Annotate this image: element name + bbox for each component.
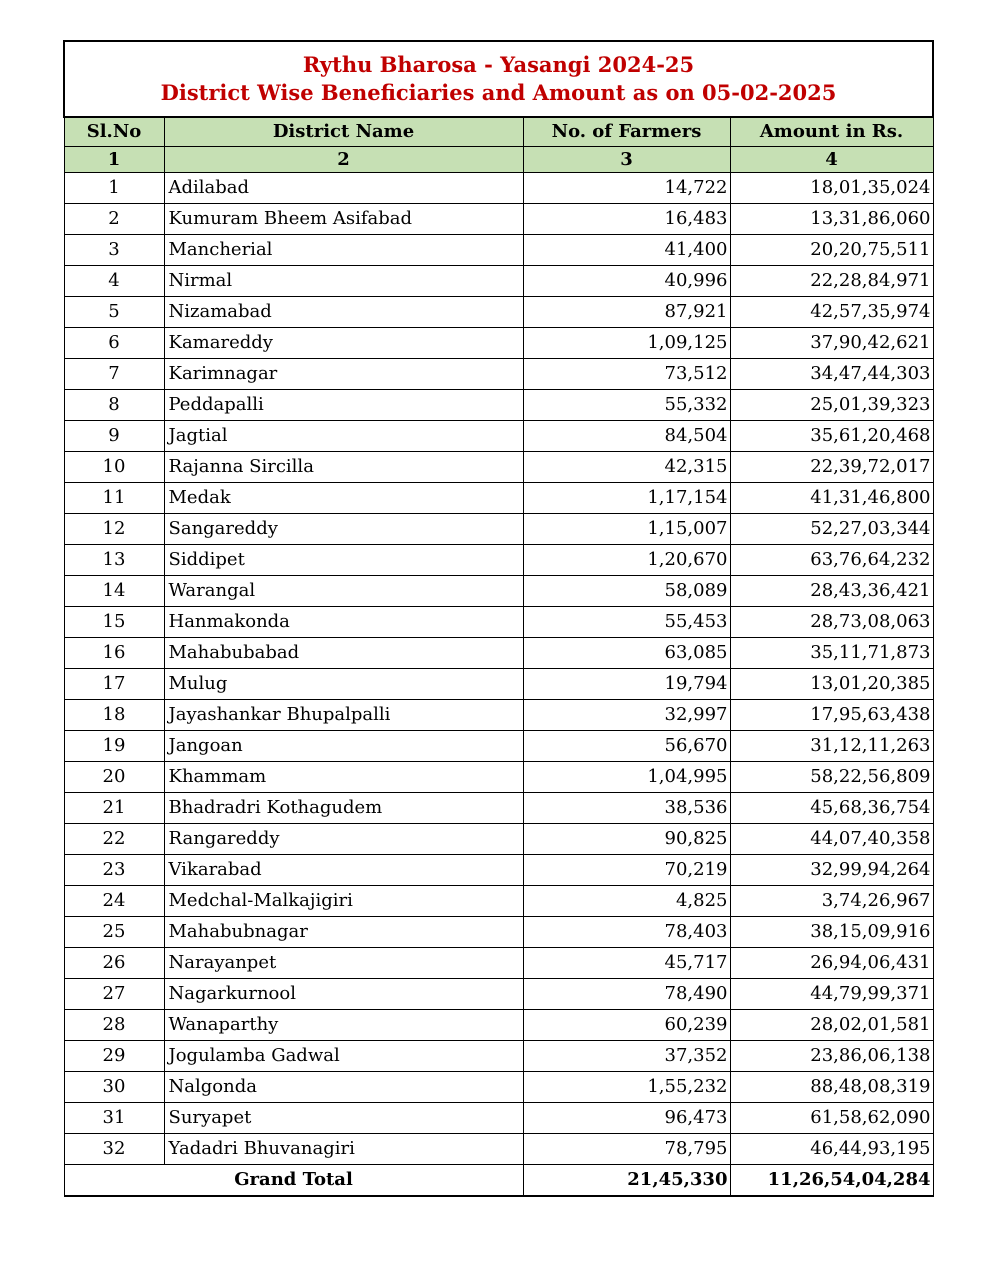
row-amount: 44,79,99,371 — [730, 979, 933, 1010]
row-sl-no: 14 — [64, 576, 164, 607]
row-farmers: 70,219 — [523, 855, 730, 886]
table-row — [64, 173, 933, 204]
table-row — [64, 266, 933, 297]
table-row — [64, 886, 933, 917]
row-district-name: Jagtial — [164, 421, 523, 452]
row-farmers: 45,717 — [523, 948, 730, 979]
row-sl-no: 9 — [64, 421, 164, 452]
table-row — [64, 235, 933, 266]
table-row — [64, 545, 933, 576]
row-amount: 61,58,62,090 — [730, 1103, 933, 1134]
table-row — [64, 793, 933, 824]
table-row — [64, 979, 933, 1010]
row-district-name: Khammam — [164, 762, 523, 793]
table-row — [64, 297, 933, 328]
row-farmers: 1,20,670 — [523, 545, 730, 576]
row-farmers: 84,504 — [523, 421, 730, 452]
row-sl-no: 6 — [64, 328, 164, 359]
table-row — [64, 948, 933, 979]
row-amount: 35,11,71,873 — [730, 638, 933, 669]
row-sl-no: 31 — [64, 1103, 164, 1134]
row-district-name: Sangareddy — [164, 514, 523, 545]
table-row — [64, 607, 933, 638]
table-row — [64, 576, 933, 607]
table-row — [64, 1072, 933, 1103]
row-sl-no: 26 — [64, 948, 164, 979]
table-row — [64, 483, 933, 514]
row-amount: 42,57,35,974 — [730, 297, 933, 328]
grand-total-row — [64, 1165, 933, 1197]
row-district-name: Nalgonda — [164, 1072, 523, 1103]
row-farmers: 78,795 — [523, 1134, 730, 1165]
row-farmers: 87,921 — [523, 297, 730, 328]
row-amount: 25,01,39,323 — [730, 390, 933, 421]
row-farmers: 96,473 — [523, 1103, 730, 1134]
row-farmers: 90,825 — [523, 824, 730, 855]
row-sl-no: 17 — [64, 669, 164, 700]
row-amount: 37,90,42,621 — [730, 328, 933, 359]
row-sl-no: 13 — [64, 545, 164, 576]
row-district-name: Medak — [164, 483, 523, 514]
row-farmers: 1,17,154 — [523, 483, 730, 514]
header-no-of-farmers: No. of Farmers — [523, 117, 730, 147]
row-district-name: Yadadri Bhuvanagiri — [164, 1134, 523, 1165]
table-row — [64, 514, 933, 545]
row-amount: 28,43,36,421 — [730, 576, 933, 607]
table-row — [64, 855, 933, 886]
row-farmers: 55,332 — [523, 390, 730, 421]
grand-total-amount: 11,26,54,04,284 — [730, 1165, 933, 1197]
row-sl-no: 7 — [64, 359, 164, 390]
row-amount: 31,12,11,263 — [730, 731, 933, 762]
row-district-name: Kumuram Bheem Asifabad — [164, 204, 523, 235]
title-line-2: District Wise Beneficiaries and Amount as on 05-02-2025 — [160, 80, 837, 105]
row-sl-no: 28 — [64, 1010, 164, 1041]
row-sl-no: 23 — [64, 855, 164, 886]
row-district-name: Rajanna Sircilla — [164, 452, 523, 483]
row-district-name: Nizamabad — [164, 297, 523, 328]
row-farmers: 41,400 — [523, 235, 730, 266]
row-amount: 3,74,26,967 — [730, 886, 933, 917]
row-farmers: 1,55,232 — [523, 1072, 730, 1103]
row-district-name: Rangareddy — [164, 824, 523, 855]
row-sl-no: 19 — [64, 731, 164, 762]
row-amount: 18,01,35,024 — [730, 173, 933, 204]
row-sl-no: 1 — [64, 173, 164, 204]
table-body — [64, 173, 933, 1165]
grand-total-farmers: 21,45,330 — [523, 1165, 730, 1197]
row-district-name: Jayashankar Bhupalpalli — [164, 700, 523, 731]
row-district-name: Mahabubnagar — [164, 917, 523, 948]
row-amount: 45,68,36,754 — [730, 793, 933, 824]
row-amount: 32,99,94,264 — [730, 855, 933, 886]
row-farmers: 1,04,995 — [523, 762, 730, 793]
header-amount: Amount in Rs. — [730, 117, 933, 147]
row-amount: 13,01,20,385 — [730, 669, 933, 700]
row-sl-no: 24 — [64, 886, 164, 917]
row-farmers: 38,536 — [523, 793, 730, 824]
row-farmers: 16,483 — [523, 204, 730, 235]
row-sl-no: 15 — [64, 607, 164, 638]
row-farmers: 73,512 — [523, 359, 730, 390]
row-district-name: Nagarkurnool — [164, 979, 523, 1010]
row-district-name: Jogulamba Gadwal — [164, 1041, 523, 1072]
row-farmers: 14,722 — [523, 173, 730, 204]
beneficiaries-table — [63, 40, 934, 1197]
row-sl-no: 27 — [64, 979, 164, 1010]
column-number-1: 1 — [64, 147, 164, 173]
row-district-name: Adilabad — [164, 173, 523, 204]
column-number-row — [64, 147, 933, 173]
beneficiaries-sheet — [63, 40, 932, 1197]
table-row — [64, 638, 933, 669]
row-amount: 28,73,08,063 — [730, 607, 933, 638]
row-sl-no: 21 — [64, 793, 164, 824]
row-district-name: Peddapalli — [164, 390, 523, 421]
table-row — [64, 1041, 933, 1072]
header-district-name: District Name — [164, 117, 523, 147]
row-amount: 34,47,44,303 — [730, 359, 933, 390]
row-district-name: Suryapet — [164, 1103, 523, 1134]
table-row — [64, 359, 933, 390]
row-sl-no: 20 — [64, 762, 164, 793]
row-farmers: 4,825 — [523, 886, 730, 917]
row-district-name: Mulug — [164, 669, 523, 700]
row-amount: 17,95,63,438 — [730, 700, 933, 731]
row-sl-no: 22 — [64, 824, 164, 855]
row-amount: 22,28,84,971 — [730, 266, 933, 297]
table-row — [64, 1010, 933, 1041]
row-amount: 28,02,01,581 — [730, 1010, 933, 1041]
row-sl-no: 10 — [64, 452, 164, 483]
row-amount: 88,48,08,319 — [730, 1072, 933, 1103]
row-farmers: 63,085 — [523, 638, 730, 669]
row-district-name: Medchal-Malkajigiri — [164, 886, 523, 917]
row-district-name: Nirmal — [164, 266, 523, 297]
table-row — [64, 328, 933, 359]
table-row — [64, 824, 933, 855]
row-amount: 22,39,72,017 — [730, 452, 933, 483]
row-district-name: Karimnagar — [164, 359, 523, 390]
table-row — [64, 700, 933, 731]
row-farmers: 56,670 — [523, 731, 730, 762]
table-row — [64, 762, 933, 793]
row-district-name: Hanmakonda — [164, 607, 523, 638]
row-sl-no: 16 — [64, 638, 164, 669]
row-sl-no: 12 — [64, 514, 164, 545]
row-sl-no: 8 — [64, 390, 164, 421]
row-amount: 35,61,20,468 — [730, 421, 933, 452]
row-farmers: 60,239 — [523, 1010, 730, 1041]
row-district-name: Warangal — [164, 576, 523, 607]
row-sl-no: 11 — [64, 483, 164, 514]
row-amount: 23,86,06,138 — [730, 1041, 933, 1072]
row-amount: 44,07,40,358 — [730, 824, 933, 855]
row-sl-no: 29 — [64, 1041, 164, 1072]
table-row — [64, 1134, 933, 1165]
row-amount: 58,22,56,809 — [730, 762, 933, 793]
table-row — [64, 669, 933, 700]
row-sl-no: 3 — [64, 235, 164, 266]
table-row — [64, 421, 933, 452]
row-farmers: 42,315 — [523, 452, 730, 483]
row-district-name: Siddipet — [164, 545, 523, 576]
row-sl-no: 5 — [64, 297, 164, 328]
row-amount: 63,76,64,232 — [730, 545, 933, 576]
row-amount: 20,20,75,511 — [730, 235, 933, 266]
row-district-name: Narayanpet — [164, 948, 523, 979]
row-amount: 41,31,46,800 — [730, 483, 933, 514]
row-district-name: Vikarabad — [164, 855, 523, 886]
row-farmers: 32,997 — [523, 700, 730, 731]
title-line-1: Rythu Bharosa - Yasangi 2024-25 — [302, 52, 695, 78]
row-sl-no: 18 — [64, 700, 164, 731]
row-sl-no: 4 — [64, 266, 164, 297]
row-farmers: 37,352 — [523, 1041, 730, 1072]
column-number-2: 2 — [164, 147, 523, 173]
row-farmers: 78,490 — [523, 979, 730, 1010]
row-farmers: 19,794 — [523, 669, 730, 700]
header-sl-no: Sl.No — [64, 117, 164, 147]
table-row — [64, 390, 933, 421]
column-header-row — [64, 117, 933, 147]
row-district-name: Mancherial — [164, 235, 523, 266]
row-amount: 26,94,06,431 — [730, 948, 933, 979]
table-row — [64, 917, 933, 948]
table-row — [64, 1103, 933, 1134]
column-number-3: 3 — [523, 147, 730, 173]
row-district-name: Mahabubabad — [164, 638, 523, 669]
row-sl-no: 2 — [64, 204, 164, 235]
table-row — [64, 204, 933, 235]
row-farmers: 40,996 — [523, 266, 730, 297]
row-sl-no: 30 — [64, 1072, 164, 1103]
row-district-name: Wanaparthy — [164, 1010, 523, 1041]
row-sl-no: 25 — [64, 917, 164, 948]
row-amount: 46,44,93,195 — [730, 1134, 933, 1165]
row-amount: 38,15,09,916 — [730, 917, 933, 948]
row-farmers: 1,09,125 — [523, 328, 730, 359]
table-row — [64, 731, 933, 762]
row-amount: 52,27,03,344 — [730, 514, 933, 545]
row-district-name: Kamareddy — [164, 328, 523, 359]
row-district-name: Jangoan — [164, 731, 523, 762]
table-title — [64, 41, 933, 117]
row-amount: 13,31,86,060 — [730, 204, 933, 235]
row-farmers: 1,15,007 — [523, 514, 730, 545]
row-sl-no: 32 — [64, 1134, 164, 1165]
row-farmers: 58,089 — [523, 576, 730, 607]
row-farmers: 55,453 — [523, 607, 730, 638]
column-number-4: 4 — [730, 147, 933, 173]
row-farmers: 78,403 — [523, 917, 730, 948]
grand-total-label: Grand Total — [64, 1165, 523, 1197]
table-row — [64, 452, 933, 483]
row-district-name: Bhadradri Kothagudem — [164, 793, 523, 824]
